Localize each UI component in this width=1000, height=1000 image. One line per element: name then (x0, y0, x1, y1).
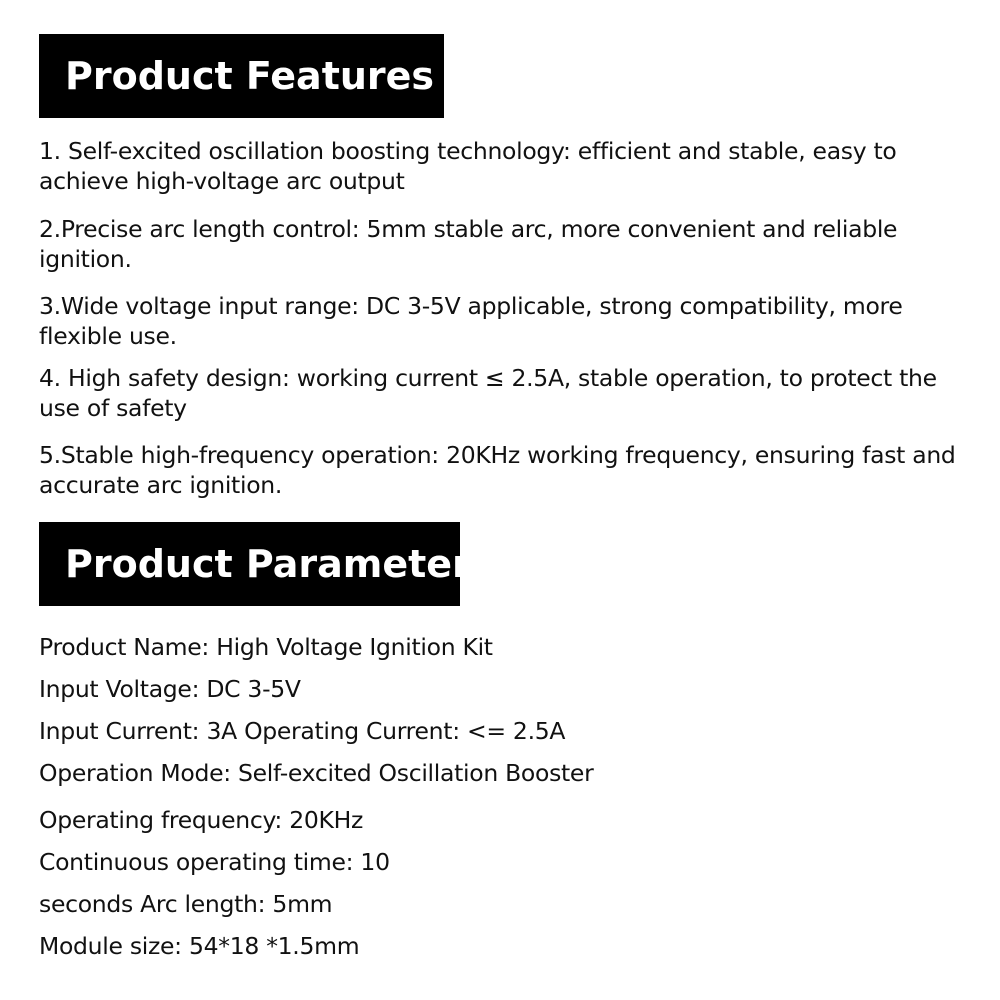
param-operation-mode: Operation Mode: Self-excited Oscillation Booster (39, 759, 594, 787)
feature-item-2: 2.Precise arc length control: 5mm stable arc, more convenient and reliable ignition. (39, 215, 898, 273)
param-operating-frequency: Operating frequency: 20KHz (39, 806, 364, 834)
product-features-heading: Product Features (39, 34, 444, 118)
param-input-current: Input Current: 3A Operating Current: <= 2.5A (39, 717, 566, 745)
feature-item-5: 5.Stable high-frequency operation: 20KHz working frequency, ensuring fast and accurate arc ignition. (39, 441, 956, 499)
feature-item-1: 1. Self-excited oscillation boosting technology: efficient and stable, easy to achieve high-voltage arc output (39, 137, 897, 195)
param-product-name: Product Name: High Voltage Ignition Kit (39, 633, 493, 661)
product-parameter-heading: Product Parameter (39, 522, 460, 606)
param-input-voltage: Input Voltage: DC 3-5V (39, 675, 301, 703)
feature-item-3: 3.Wide voltage input range: DC 3-5V applicable, strong compatibility, more flexible use. (39, 292, 903, 350)
param-arc-length: seconds Arc length: 5mm (39, 890, 333, 918)
param-continuous-operating-time: Continuous operating time: 10 (39, 848, 390, 876)
feature-item-4: 4. High safety design: working current ≤ 2.5A, stable operation, to protect the use of safety (39, 364, 937, 422)
param-module-size: Module size: 54*18 *1.5mm (39, 932, 360, 960)
